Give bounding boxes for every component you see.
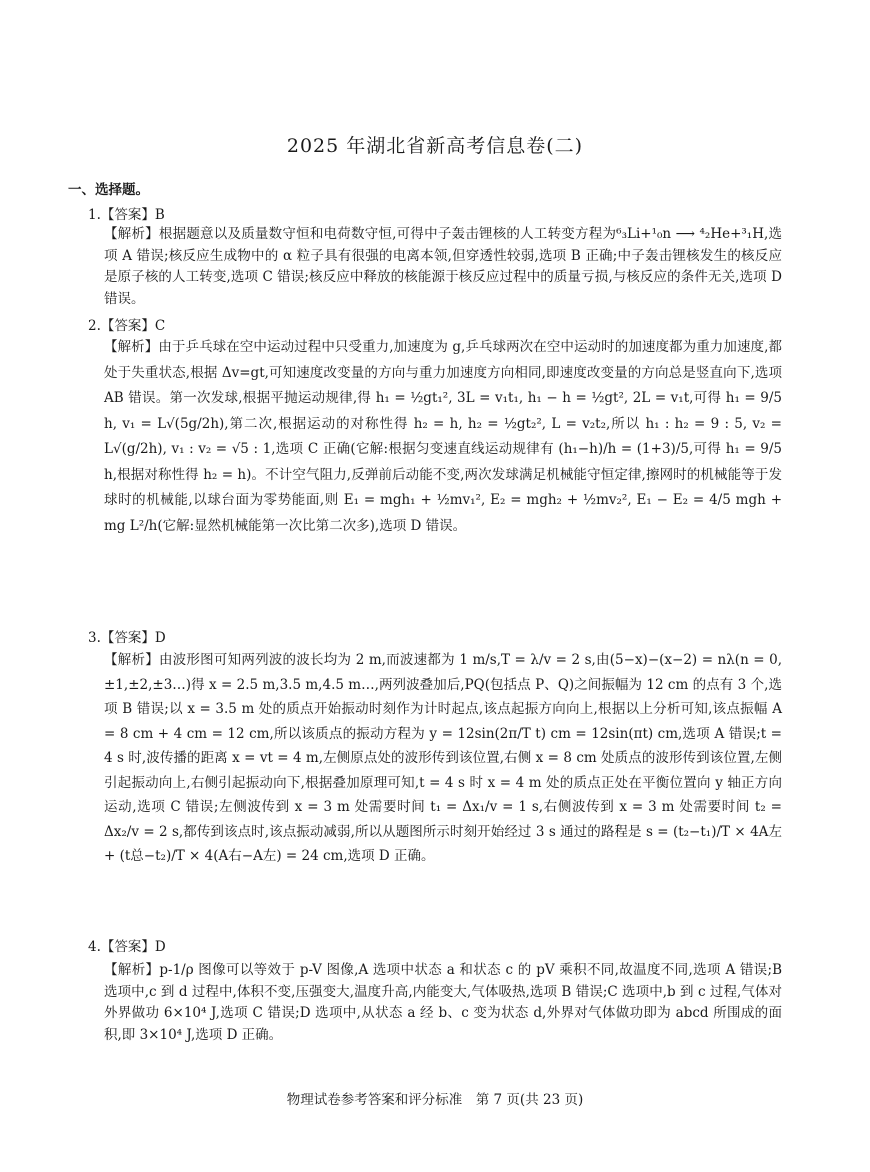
answer-label: 【答案】 [100,318,155,334]
analysis-label: 【解析】 [104,652,159,668]
analysis-label: 【解析】 [104,962,160,978]
answer-value: D [154,939,166,955]
analysis-text: p-1/ρ 图像可以等效于 p-V 图像,A 选项中状态 a 和状态 c 的 pV 乘积不同,故温度不同,选项 A 错误;B 选项中,c 到 d 过程中,体积不变,压强变大,温度升高,内能变大,气体吸热,选项 B 错误;C 选项中,b 到 c 过程,气体对外界做功 6×10⁴ J,选项 C 错误;D 选项中,从状态 a 经 b、c 变为状态 d,外界对气体做功即为 abcd 所围成的面积,即 3×10⁴ J,选项 D 正确。 [104,962,783,1043]
answer-line-4 [88,935,166,955]
page-footer: 物理试卷参考答案和评分标准 第 7 页(共 23 页) [286,1092,584,1108]
answer-value: D [154,630,166,646]
question-number: 3. [88,630,101,646]
answer-line-2 [88,314,165,334]
page-title: 2025 年湖北省新高考信息卷(二) [286,135,584,157]
question-number: 4. [88,939,101,955]
analysis-label: 【解析】 [104,339,159,355]
section-heading: 一、选择题。 [68,182,149,198]
answer-line-1 [88,203,165,223]
answer-label: 【答案】 [100,939,155,955]
analysis-text: 由于乒乓球在空中运动过程中只受重力,加速度为 g,乒乓球两次在空中运动时的加速度都为重力加速度,都处于失重状态,根据 Δv=gt,可知速度改变量的方向与重力加速度方向相同,即速度改变量的方向总是竖直向下,选项 AB 错误。第一次发球,根据平抛运动规律,得 h₁ = ½gt₁², 3L = v₁t₁, h₁ − h = ½gt², 2L = v₁t,可得 h₁ = 9/5 h, v₁ = L√(5g/2h),第二次,根据运动的对称性得 h₂ = h, h₂ = ½gt₂², L = v₂t₂,所以 h₁ : h₂ = 9 : 5, v₂ = L√(g/2h), v₁ : v₂ = √5 : 1,选项 C 正确(它解:根据匀变速直线运动规律有 (h₁−h)/h = (1+3)/5,可得 h₁ = 9/5 h,根据对称性得 h₂ = h)。不计空气阻力,反弹前后动能不变,两次发球满足机械能守恒定律,擦网时的机械能等于发球时的机械能,以球台面为零势能面,则 E₁ = mgh₁ + ½mv₁², E₂ = mgh₂ + ½mv₂², E₁ − E₂ = 4/5 mgh + mg L²/h(它解:显然机械能第一次比第二次多),选项 D 错误。 [104,339,783,534]
answer-value: B [154,207,165,223]
answer-label: 【答案】 [100,630,155,646]
question-number: 1. [88,207,101,223]
analysis-block-4 [104,960,782,1046]
analysis-block-3 [104,648,782,869]
answer-value: C [154,318,166,334]
answer-label: 【答案】 [100,207,155,223]
analysis-text: 由波形图可知两列波的波长均为 2 m,而波速都为 1 m/s,T = λ/v = 2 s,由(5−x)−(x−2) = nλ(n = 0,±1,±2,±3…)得 x = 2.5 m,3.5 m,4.5 m…,两列波叠加后,PQ(包括点 P、Q)之间振幅为 12 cm 的点有 3 个,选项 B 错误;以 x = 3.5 m 处的质点开始振动时刻作为计时起点,该点起振方向向上,根据以上分析可知,该点振幅 A = 8 cm + 4 cm = 12 cm,所以该质点的振动方程为 y = 12sin(2π/T t) cm = 12sin(πt) cm,选项 A 错误;t = 4 s 时,波传播的距离 x = vt = 4 m,左侧原点处的波形传到该位置,右侧 x = 8 cm 处质点的波形传到该位置,左侧引起振动向上,右侧引起振动向下,根据叠加原理可知,t = 4 s 时 x = 4 m 处的质点正处在平衡位置向 y 轴正方向运动,选项 C 错误;左侧波传到 x = 3 m 处需要时间 t₁ = Δx₁/v = 1 s,右侧波传到 x = 3 m 处需要时间 t₂ = Δx₂/v = 2 s,都传到该点时,该点振动减弱,所以从题图所示时刻开始经过 3 s 通过的路程是 s = (t₂−t₁)/T × 4A左 + (t总−t₂)/T × 4(A右−A左) = 24 cm,选项 D 正确。 [104,652,782,864]
analysis-label: 【解析】 [104,226,159,242]
analysis-text: 根据题意以及质量数守恒和电荷数守恒,可得中子轰击锂核的人工转变方程为⁶₃Li+¹₀n ⟶ ⁴₂He+³₁H,选项 A 错误;核反应生成物中的 α 粒子具有很强的电离本领,但穿透性较弱,选项 B 正确;中子轰击锂核发生的核反应是原子核的人工转变,选项 C 错误;核反应中释放的核能源于核反应过程中的质量亏损,与核反应的条件无关,选项 D 错误。 [104,226,783,307]
analysis-block-2 [104,335,782,539]
question-number: 2. [88,318,101,334]
answer-line-3 [88,626,166,646]
analysis-block-1 [104,224,782,310]
